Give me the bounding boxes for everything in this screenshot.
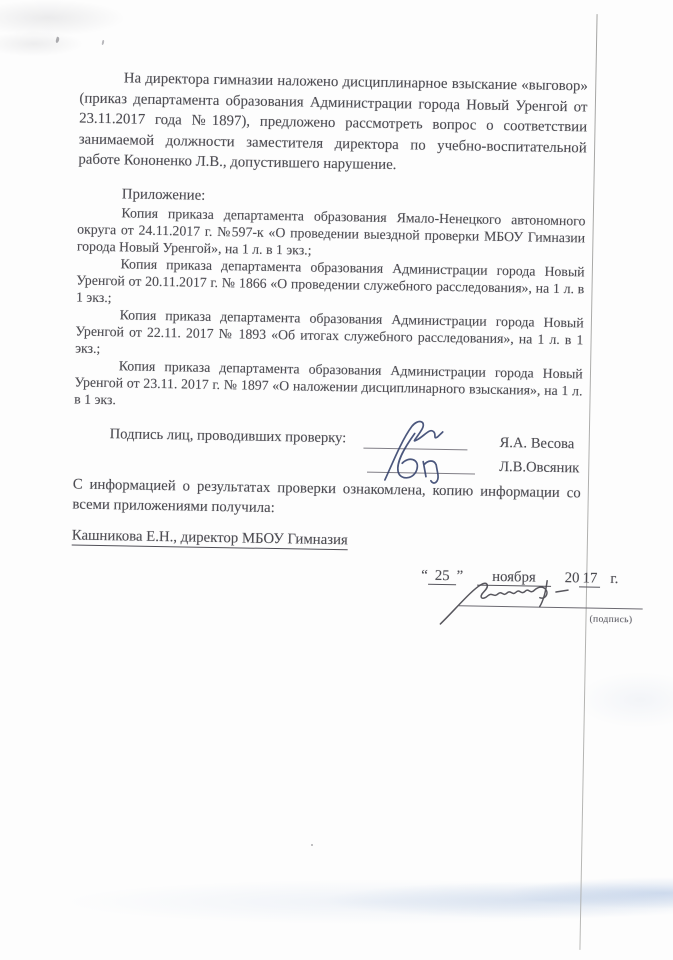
date-month: ноября (477, 569, 551, 587)
signature-line (363, 429, 467, 451)
director-signature-line (459, 605, 643, 609)
attachment-item: Копия приказа департамента образования Ямало-Ненецкого автономного округа от 24.11.2017 г. №597-к «О проведении выездной проверки МБОУ Гимназии города Новый Уренгой», на 1 л. в 1 экз.; (76, 205, 586, 258)
open-quote: “ (421, 567, 428, 584)
date-year: 17 (579, 570, 600, 587)
signature-block-label: Подпись лиц, проводивших проверку: (109, 426, 347, 447)
scan-artifact-mark (102, 40, 105, 45)
acknowledgement-paragraph: С информацией о результатах проверки ознакомлена, копию информации со всеми приложениями получила: (72, 476, 581, 516)
signature-line (367, 449, 475, 475)
signer-name: Л.В.Овсяник (498, 458, 580, 477)
signature-lines (363, 429, 476, 475)
signer-names (499, 431, 580, 480)
date-year-prefix: 20 (564, 570, 580, 587)
attachment-item: Копия приказа департамента образования Администрации города Новый Уренгой от 23.11. 2017 г. № 1897 «О наложении дисциплинарного взыскания», на 1 л. в 1 экз. (74, 358, 583, 408)
date-and-signature-block (70, 561, 633, 660)
main-paragraph: На директора гимназии наложено дисциплинарное взыскание «выговор» (приказ департамента образования Администрации города Новый Уренгой от 23.11.2017 года №1897), предложено рассмотреть вопрос о соответствии занимаемой должности заместителя директора по учебно-воспитательной работе Кононенко Л.В., допустившего нарушение. (78, 70, 588, 174)
date-line (421, 568, 619, 588)
signer-name: Я.А. Весова (499, 434, 575, 453)
acknowledged-by-line (72, 527, 580, 553)
date-era-suffix: г. (610, 570, 619, 588)
date-day: 25 (428, 568, 457, 585)
attachments-heading: Приложение: (121, 185, 206, 204)
document-content (70, 68, 633, 661)
signature-caption: (подпись) (589, 614, 633, 626)
inspectors-signature-block (73, 424, 582, 481)
scan-artifact-speck (311, 844, 313, 846)
attachment-item: Копия приказа департамента образования Администрации города Новый Уренгой от 22.11. 2017 № 1893 «Об итогах служебного расследования», на 1 л. в 1 экз.; (75, 307, 584, 356)
scan-artifact-mark (55, 37, 60, 44)
acknowledged-by-name: Кашникова Е.Н., директор МБОУ Гимназия (71, 527, 348, 549)
close-quote: ” (456, 568, 464, 585)
attachment-item: Копия приказа департамента образования Администрации города Новый Уренгой от 20.11.2017 г. № 1866 «О проведении служебного расследования», на 1 л. в 1 экз.; (75, 256, 585, 306)
